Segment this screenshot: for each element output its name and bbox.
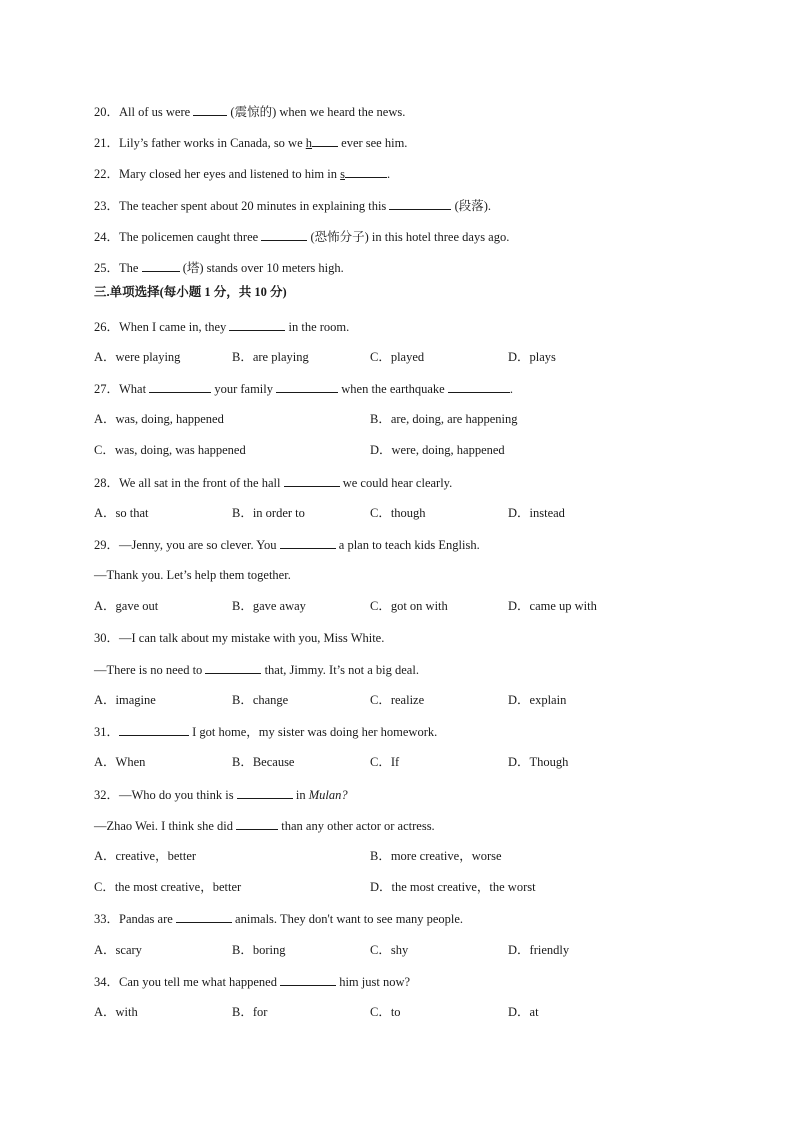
option-c[interactable]: C．got on with	[370, 599, 448, 613]
answer-blank[interactable]	[312, 134, 338, 147]
question-27: 27．What your family when the earthquake .	[94, 382, 513, 396]
option-b[interactable]: B．change	[232, 693, 289, 707]
question-33: 33．Pandas are animals. They don't want to see many people.	[94, 912, 464, 926]
option-a[interactable]: A．When	[94, 755, 146, 769]
option-b[interactable]: B．boring	[232, 943, 286, 957]
answer-blank[interactable]	[448, 380, 510, 393]
option-d[interactable]: D．plays	[508, 350, 556, 364]
answer-blank[interactable]	[280, 973, 336, 986]
answer-blank[interactable]	[389, 197, 451, 210]
answer-blank[interactable]	[142, 259, 180, 272]
section-heading: 三.单项选择(每小题 1 分，共 10 分)	[94, 285, 287, 299]
option-b[interactable]: B．gave away	[232, 599, 306, 613]
option-c[interactable]: C．though	[370, 506, 426, 520]
answer-blank[interactable]	[205, 661, 261, 674]
option-d[interactable]: D．Though	[508, 755, 569, 769]
answer-blank[interactable]	[237, 786, 293, 799]
question-25: 25．The (塔) stands over 10 meters high.	[94, 261, 344, 275]
option-a[interactable]: A．creative，better	[94, 849, 197, 863]
option-c[interactable]: C．If	[370, 755, 400, 769]
question-28: 28．We all sat in the front of the hall we could hear clearly.	[94, 476, 453, 490]
option-b[interactable]: B．for	[232, 1005, 268, 1019]
option-b[interactable]: B．more creative，worse	[370, 849, 502, 863]
option-d[interactable]: D．were, doing, happened	[370, 443, 505, 457]
question-29: 29．—Jenny, you are so clever. You a plan to teach kids English.	[94, 538, 480, 552]
answer-blank[interactable]	[193, 103, 227, 116]
question-30: 30．—I can talk about my mistake with you, Miss White.	[94, 631, 385, 645]
option-d[interactable]: D．instead	[508, 506, 565, 520]
answer-blank[interactable]	[229, 318, 285, 331]
option-a[interactable]: A．imagine	[94, 693, 156, 707]
question-30-reply: —There is no need to that, Jimmy. It’s not a big deal.	[94, 663, 419, 677]
option-c[interactable]: C．to	[370, 1005, 401, 1019]
answer-blank[interactable]	[284, 474, 340, 487]
answer-blank[interactable]	[261, 228, 307, 241]
option-b[interactable]: B．Because	[232, 755, 295, 769]
option-b[interactable]: B．are playing	[232, 350, 309, 364]
option-a[interactable]: A．were playing	[94, 350, 181, 364]
movie-title: Mulan?	[308, 788, 348, 802]
option-c[interactable]: C．shy	[370, 943, 409, 957]
option-b[interactable]: B．are, doing, are happening	[370, 412, 518, 426]
option-a[interactable]: A．with	[94, 1005, 138, 1019]
answer-blank[interactable]	[119, 723, 189, 736]
question-22: 22．Mary closed her eyes and listened to him in s .	[94, 167, 391, 181]
answer-blank[interactable]	[149, 380, 211, 393]
option-c[interactable]: C．played	[370, 350, 425, 364]
option-a[interactable]: A．so that	[94, 506, 149, 520]
option-c[interactable]: C．was, doing, was happened	[94, 443, 246, 457]
option-d[interactable]: D．explain	[508, 693, 567, 707]
question-31: 31． I got home，my sister was doing her homework.	[94, 725, 438, 739]
answer-blank[interactable]	[276, 380, 338, 393]
answer-blank[interactable]	[236, 817, 278, 830]
option-d[interactable]: D．at	[508, 1005, 539, 1019]
question-26: 26．When I came in, they in the room.	[94, 320, 350, 334]
question-21: 21．Lily’s father works in Canada, so we h ever see him.	[94, 136, 408, 150]
question-29-reply: —Thank you. Let’s help them together.	[94, 568, 291, 582]
answer-blank[interactable]	[345, 165, 387, 178]
question-32-reply: —Zhao Wei. I think she did than any other actor or actress.	[94, 819, 435, 833]
option-d[interactable]: D．came up with	[508, 599, 597, 613]
option-a[interactable]: A．scary	[94, 943, 142, 957]
question-24: 24．The policemen caught three (恐怖分子) in this hotel three days ago.	[94, 230, 510, 244]
question-32: 32．—Who do you think is in Mulan?	[94, 788, 348, 802]
answer-blank[interactable]	[280, 536, 336, 549]
option-a[interactable]: A．gave out	[94, 599, 159, 613]
option-d[interactable]: D．the most creative，the worst	[370, 880, 536, 894]
option-b[interactable]: B．in order to	[232, 506, 305, 520]
option-c[interactable]: C．the most creative，better	[94, 880, 242, 894]
option-c[interactable]: C．realize	[370, 693, 425, 707]
question-20: 20．All of us were (震惊的) when we heard the news.	[94, 105, 406, 119]
question-34: 34．Can you tell me what happened him just now?	[94, 975, 411, 989]
question-23: 23．The teacher spent about 20 minutes in explaining this (段落).	[94, 199, 492, 213]
option-d[interactable]: D．friendly	[508, 943, 570, 957]
answer-blank[interactable]	[176, 910, 232, 923]
option-a[interactable]: A．was, doing, happened	[94, 412, 224, 426]
